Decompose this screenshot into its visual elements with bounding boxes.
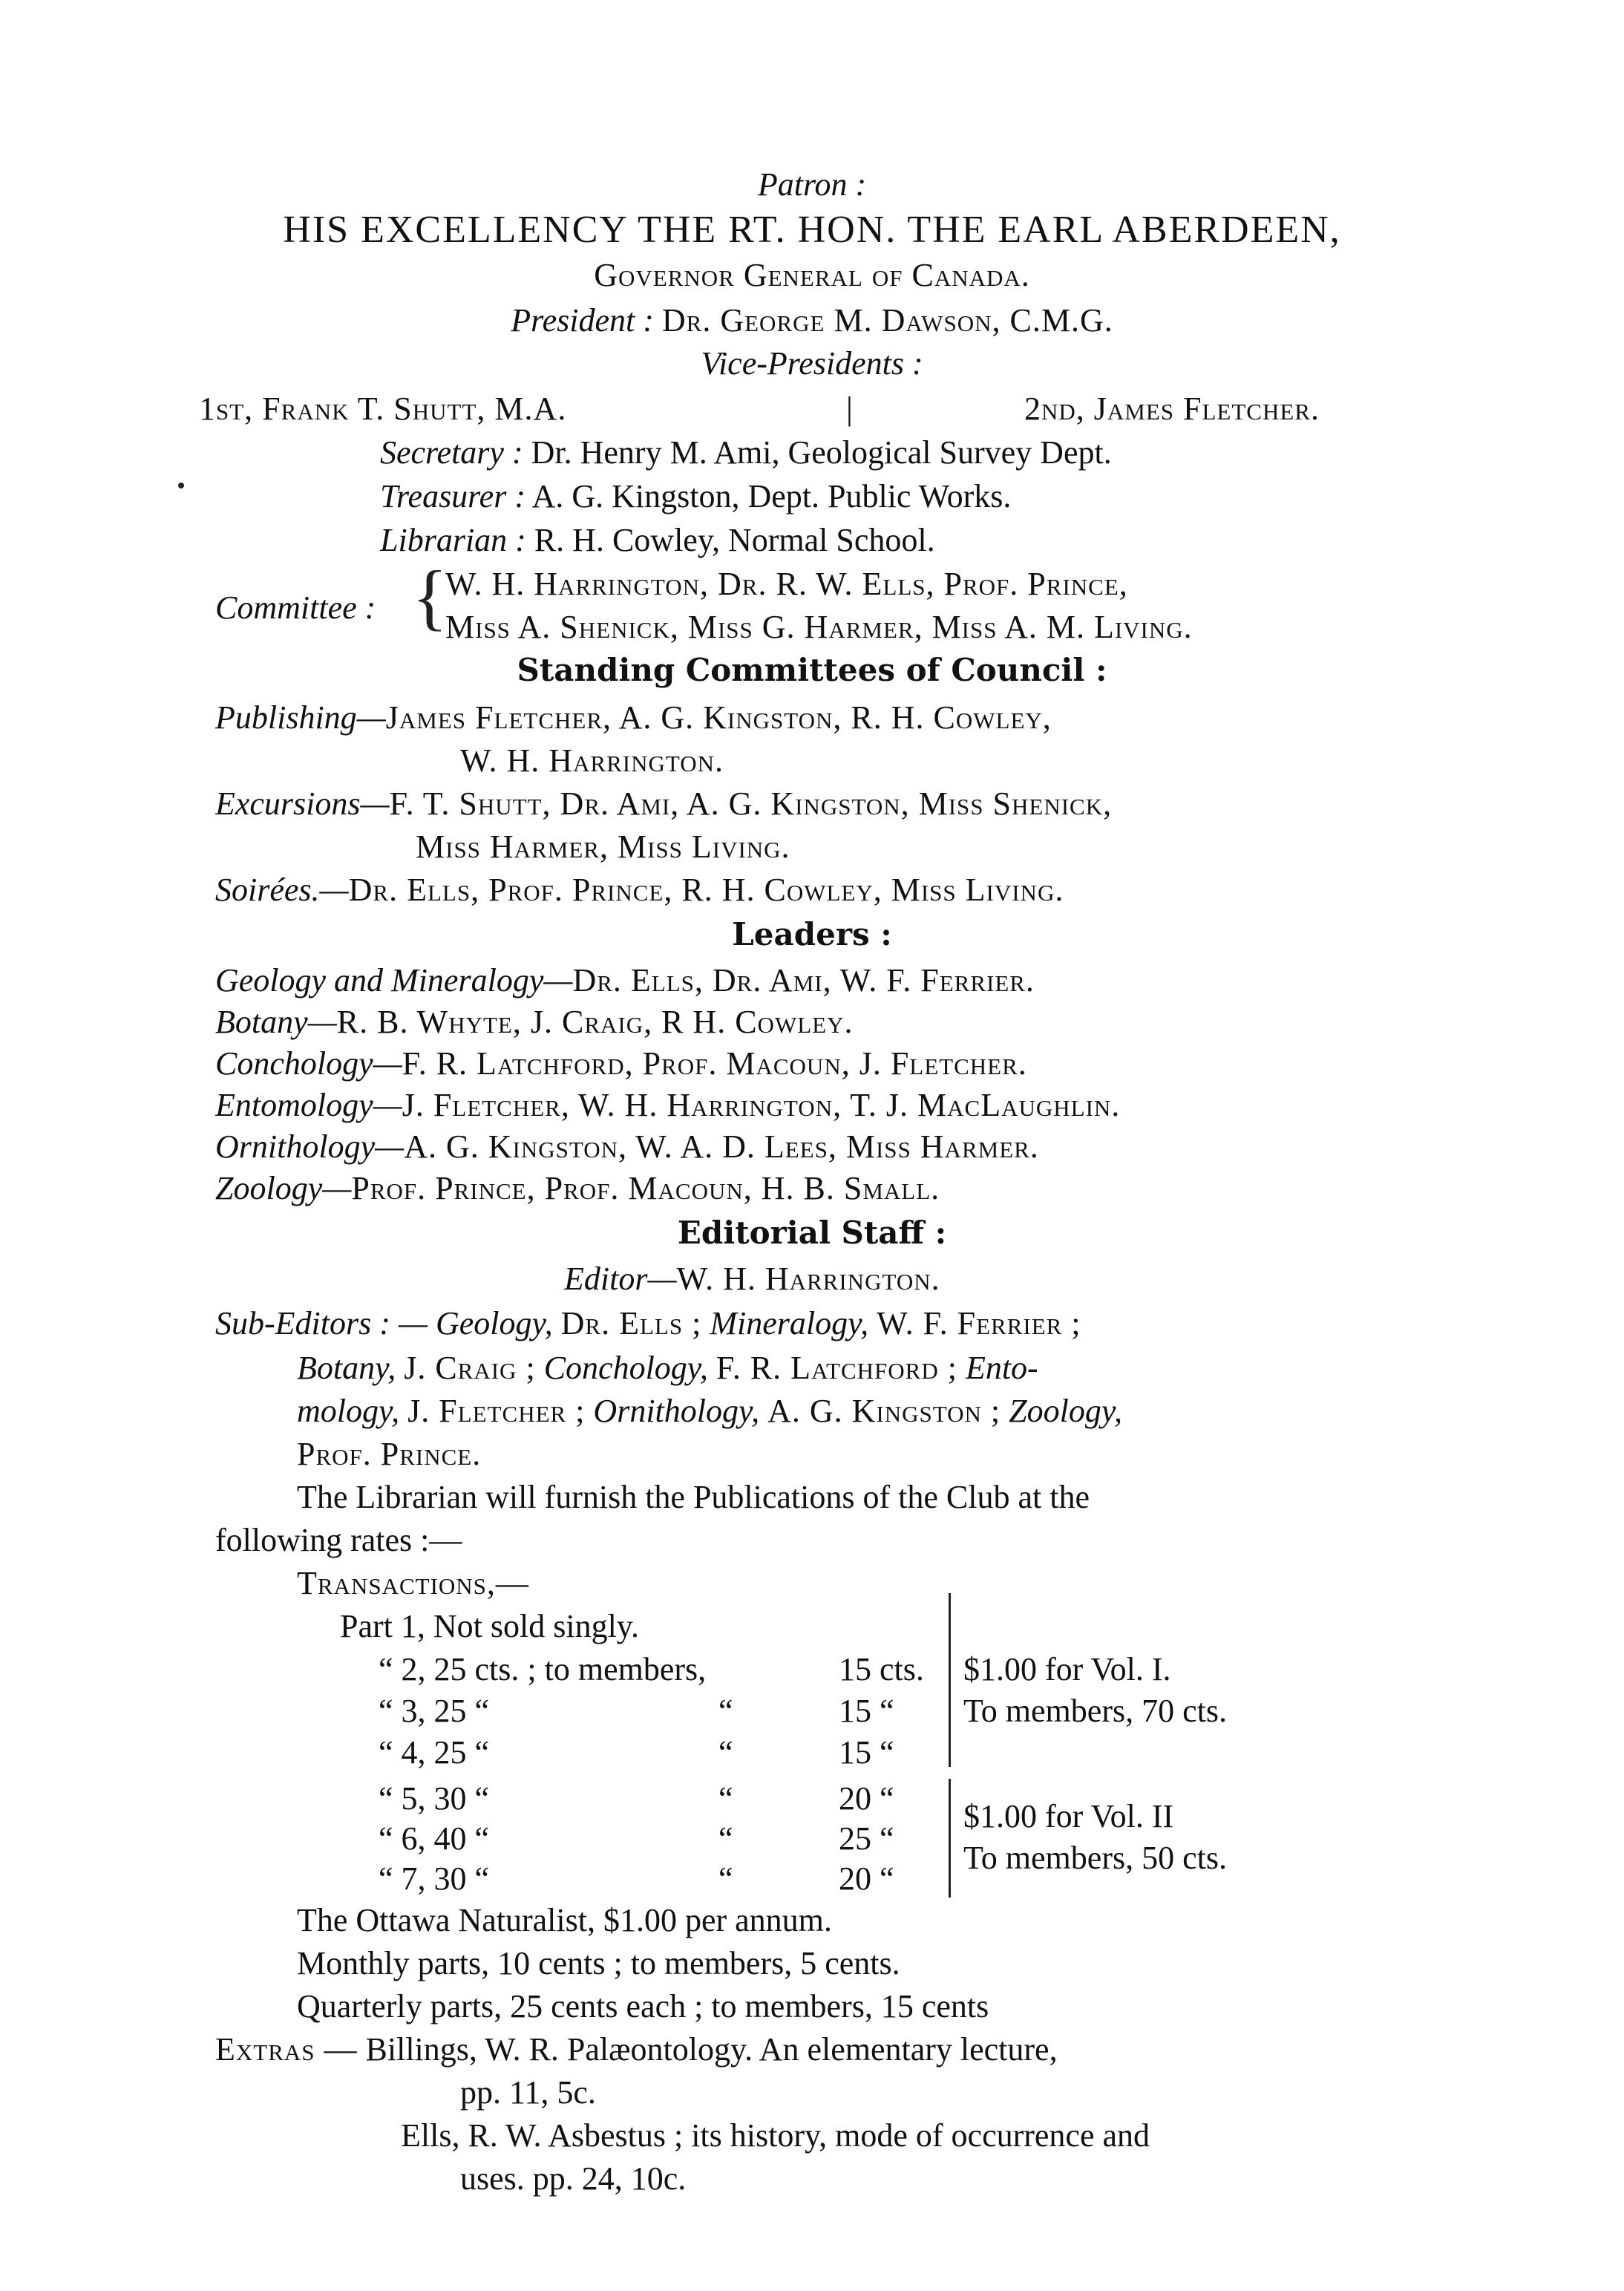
standing-heading: Standing Committees of Council : bbox=[517, 652, 1107, 688]
part-row-1: Part 1, Not sold singly. bbox=[340, 1608, 639, 1644]
secretary-line bbox=[380, 433, 1112, 473]
secretary-label: Secretary : bbox=[380, 434, 523, 471]
excursions-label: Excursions— bbox=[215, 785, 390, 822]
volume-2-bracket bbox=[949, 1779, 951, 1898]
publications-intro-1: The Librarian will furnish the Publications of the Club at the bbox=[297, 1479, 1090, 1515]
publishing-line-1 bbox=[215, 698, 1052, 738]
part-row-2: “ 2, 25 cts. ; to members, bbox=[379, 1651, 707, 1687]
leaders-ornithology bbox=[215, 1127, 1039, 1167]
entomology-label: Entomology— bbox=[215, 1087, 402, 1123]
part-row-2-members: 15 cts. bbox=[839, 1651, 924, 1687]
sub-editor-name: J. Fletcher ; bbox=[407, 1393, 586, 1429]
extras-item-1: Billings, W. R. Palæontology. An elementary lecture, bbox=[365, 2031, 1058, 2068]
extras-line-2: Ells, R. W. Asbestus ; its history, mode of occurrence and bbox=[401, 2117, 1150, 2154]
leaders-heading: Leaders : bbox=[732, 916, 892, 952]
naturalist-line: The Ottawa Naturalist, $1.00 per annum. bbox=[297, 1902, 832, 1938]
committee-line-1: W. H. Harrington, Dr. R. W. Ells, Prof. Prince, bbox=[445, 566, 1128, 602]
botany-label: Botany— bbox=[215, 1004, 337, 1040]
editor-name: W. H. Harrington. bbox=[676, 1261, 940, 1297]
volume-1-bracket bbox=[949, 1593, 951, 1767]
sub-editors-line-3 bbox=[297, 1391, 1122, 1431]
vol1-price: $1.00 for Vol. I. bbox=[963, 1651, 1171, 1687]
librarian-label: Librarian : bbox=[380, 522, 526, 558]
president-line bbox=[0, 301, 1624, 341]
monthly-line: Monthly parts, 10 cents ; to members, 5 cents. bbox=[297, 1945, 900, 1981]
committee-label: Committee : bbox=[215, 589, 376, 626]
sub-editors-line-4: Prof. Prince. bbox=[297, 1436, 482, 1472]
vol2-members: To members, 50 cts. bbox=[963, 1840, 1227, 1876]
sub-editor-field: Geology, bbox=[436, 1305, 553, 1341]
publishing-line-2: W. H. Harrington. bbox=[460, 742, 724, 779]
committee-brace: { bbox=[412, 555, 448, 638]
president-name: Dr. George M. Dawson, C.M.G. bbox=[661, 302, 1113, 339]
sub-editors-label: Sub-Editors : — bbox=[215, 1305, 428, 1341]
sub-editor-field: Zoology, bbox=[1009, 1393, 1122, 1429]
vol2-price: $1.00 for Vol. II bbox=[963, 1798, 1174, 1834]
part-row-6-members: 25 “ bbox=[839, 1820, 894, 1857]
part-row-7-ditto: “ bbox=[718, 1860, 733, 1897]
part-row-5-ditto: “ bbox=[718, 1780, 733, 1817]
excursions-line-2: Miss Harmer, Miss Living. bbox=[416, 829, 790, 865]
leaders-geology bbox=[215, 961, 1035, 1001]
ornithology-label: Ornithology— bbox=[215, 1128, 405, 1165]
sub-editors-line-2 bbox=[297, 1348, 1038, 1388]
part-row-5-members: 20 “ bbox=[839, 1780, 894, 1817]
ornithology-names: A. G. Kingston, W. A. D. Lees, Miss Harmer. bbox=[404, 1128, 1039, 1165]
part-row-3: “ 3, 25 “ bbox=[379, 1693, 490, 1729]
editor-label: Editor— bbox=[564, 1261, 677, 1297]
publications-intro-2: following rates :— bbox=[215, 1522, 462, 1558]
part-row-5: “ 5, 30 “ bbox=[379, 1780, 490, 1817]
zoology-names: Prof. Prince, Prof. Macoun, H. B. Small. bbox=[351, 1170, 940, 1206]
editor-line bbox=[564, 1259, 940, 1299]
part-row-6-ditto: “ bbox=[718, 1820, 733, 1857]
zoology-label: Zoology— bbox=[215, 1170, 352, 1206]
soirees-names: Dr. Ells, Prof. Prince, R. H. Cowley, Miss Living. bbox=[348, 872, 1064, 908]
treasurer-line bbox=[380, 477, 1011, 517]
sub-editor-field: mology, bbox=[297, 1393, 400, 1429]
patron-office: Governor General of Canada. bbox=[594, 257, 1030, 293]
quarterly-line: Quarterly parts, 25 cents each ; to members, 15 cents bbox=[297, 1988, 989, 2024]
sub-editor-field: Mineralogy, bbox=[710, 1305, 869, 1341]
committee-line-2: Miss A. Shenick, Miss G. Harmer, Miss A. M. Living. bbox=[445, 609, 1193, 645]
part-row-4: “ 4, 25 “ bbox=[379, 1734, 490, 1771]
publishing-names-1: James Fletcher, A. G. Kingston, R. H. Cowley, bbox=[385, 699, 1052, 736]
part-row-6: “ 6, 40 “ bbox=[379, 1820, 490, 1857]
sub-editor-name: Dr. Ells ; bbox=[560, 1305, 702, 1341]
conchology-label: Conchology— bbox=[215, 1045, 402, 1082]
extras-line-1b: pp. 11, 5c. bbox=[460, 2074, 596, 2111]
geology-label: Geology and Mineralogy— bbox=[215, 962, 573, 999]
editorial-heading: Editorial Staff : bbox=[677, 1215, 947, 1251]
vol1-members: To members, 70 cts. bbox=[963, 1693, 1227, 1729]
extras-line-1 bbox=[215, 2030, 1058, 2070]
margin-dot bbox=[178, 483, 184, 488]
librarian-line bbox=[380, 520, 935, 561]
leaders-entomology bbox=[215, 1085, 1120, 1125]
vice-presidents-label: Vice-Presidents : bbox=[701, 345, 923, 382]
leaders-conchology bbox=[215, 1044, 1027, 1084]
sub-editors-line-1 bbox=[215, 1304, 1081, 1344]
soirees-line bbox=[215, 870, 1064, 910]
sub-editor-field: Botany, bbox=[297, 1350, 396, 1386]
soirees-label: Soirées.— bbox=[215, 872, 349, 908]
part-row-3-members: 15 “ bbox=[839, 1693, 894, 1729]
sub-editor-name: A. G. Kingston ; bbox=[767, 1393, 1001, 1429]
vice-president-separator: | bbox=[846, 390, 853, 427]
secretary-value: Dr. Henry M. Ami, Geological Survey Dept. bbox=[531, 434, 1112, 471]
entomology-names: J. Fletcher, W. H. Harrington, T. J. MacLaughlin. bbox=[402, 1087, 1121, 1123]
part-row-4-ditto: “ bbox=[718, 1734, 733, 1771]
leaders-botany bbox=[215, 1002, 853, 1042]
sub-editor-field: Ento- bbox=[965, 1350, 1038, 1386]
excursions-names-1: F. T. Shutt, Dr. Ami, A. G. Kingston, Miss Shenick, bbox=[389, 785, 1113, 822]
sub-editor-name: W. F. Ferrier ; bbox=[877, 1305, 1081, 1341]
vice-president-second: 2nd, James Fletcher. bbox=[1024, 390, 1320, 427]
vice-president-first: 1st, Frank T. Shutt, M.A. bbox=[199, 390, 567, 427]
geology-names: Dr. Ells, Dr. Ami, W. F. Ferrier. bbox=[572, 962, 1035, 999]
leaders-zoology bbox=[215, 1169, 940, 1209]
treasurer-label: Treasurer : bbox=[380, 478, 525, 514]
part-row-7-members: 20 “ bbox=[839, 1860, 894, 1897]
president-label: President : bbox=[511, 302, 654, 339]
sub-editor-name: F. R. Latchford ; bbox=[716, 1350, 957, 1386]
sub-editor-field: Ornithology, bbox=[593, 1393, 760, 1429]
patron-label: Patron : bbox=[757, 166, 867, 203]
part-row-4-members: 15 “ bbox=[839, 1734, 894, 1771]
botany-names: R. B. Whyte, J. Craig, R H. Cowley. bbox=[336, 1004, 854, 1040]
sub-editor-field: Conchology, bbox=[543, 1350, 708, 1386]
part-row-7: “ 7, 30 “ bbox=[379, 1860, 490, 1897]
librarian-value: R. H. Cowley, Normal School. bbox=[534, 522, 935, 558]
transactions-label: Transactions,— bbox=[297, 1565, 529, 1601]
excursions-line-1 bbox=[215, 784, 1112, 824]
conchology-names: F. R. Latchford, Prof. Macoun, J. Fletcher. bbox=[402, 1045, 1027, 1082]
publishing-label: Publishing— bbox=[215, 699, 386, 736]
extras-line-2b: uses. pp. 24, 10c. bbox=[460, 2160, 687, 2197]
extras-label: Extras — bbox=[215, 2031, 358, 2068]
part-row-3-ditto: “ bbox=[718, 1693, 733, 1729]
sub-editor-name: J. Craig ; bbox=[404, 1350, 536, 1386]
treasurer-value: A. G. Kingston, Dept. Public Works. bbox=[531, 478, 1012, 514]
patron-name: HIS EXCELLENCY THE RT. HON. THE EARL ABERDEEN, bbox=[283, 209, 1341, 251]
